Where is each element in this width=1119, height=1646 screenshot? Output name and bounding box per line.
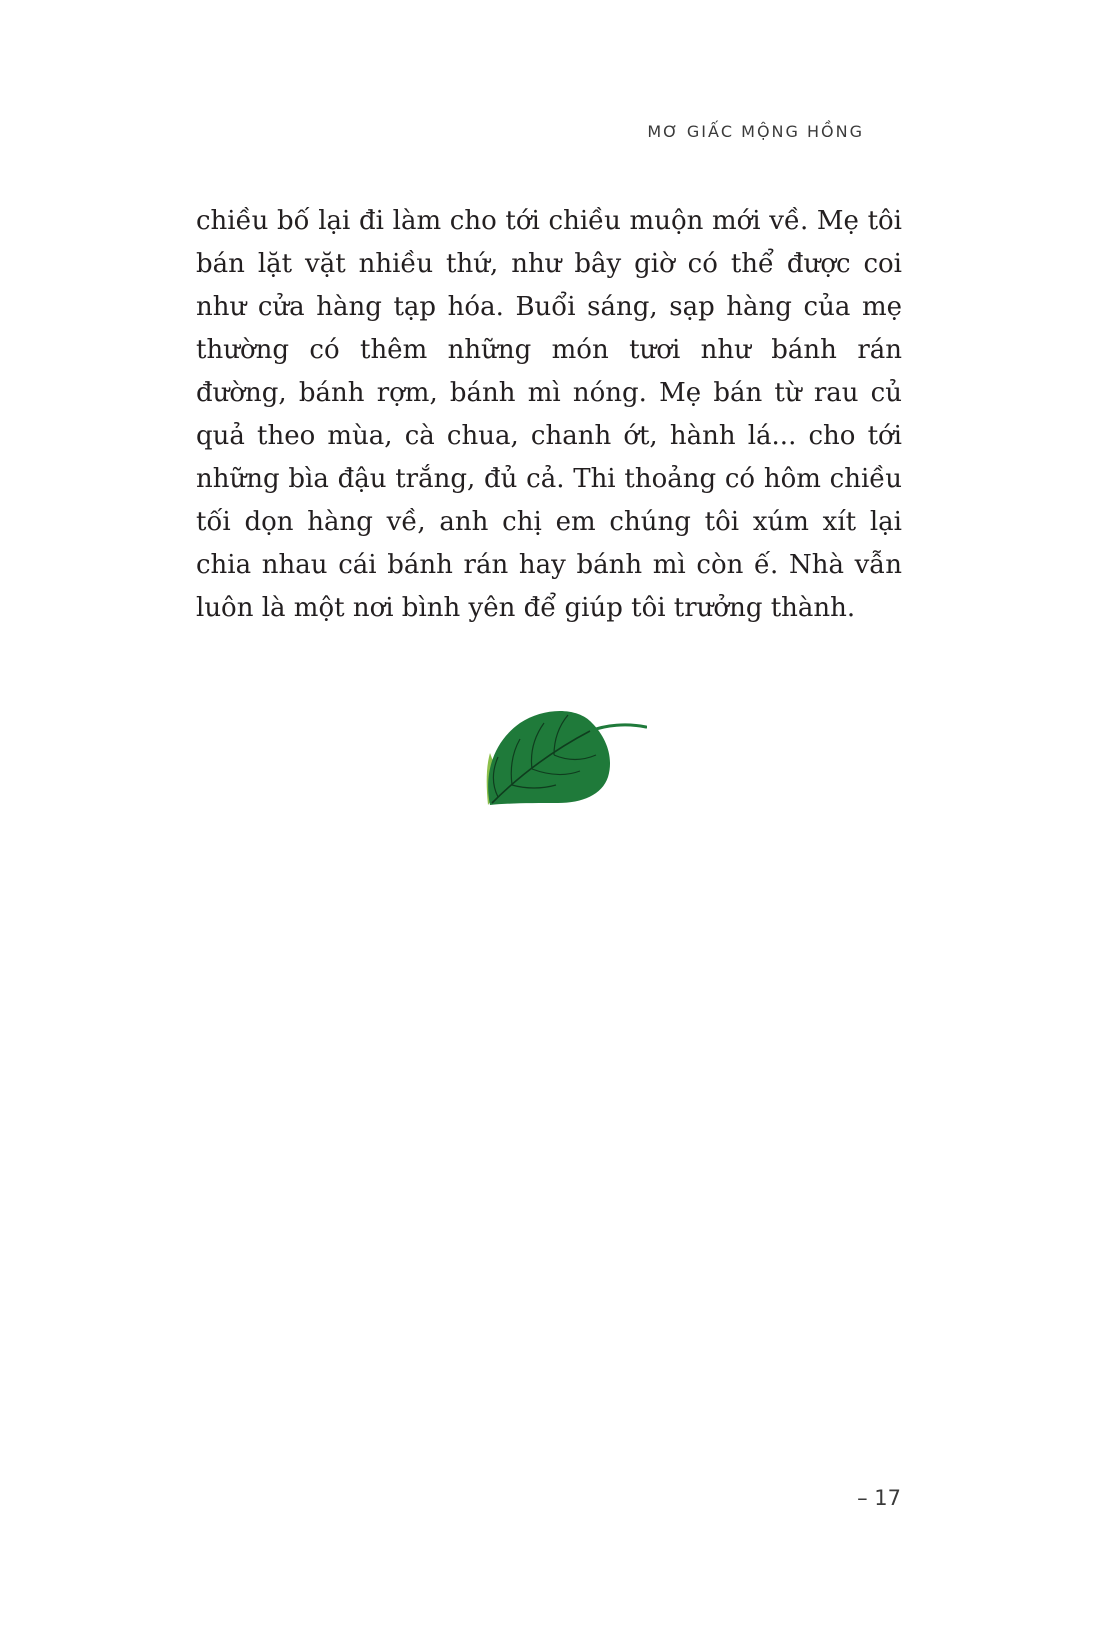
body-paragraph: chiều bố lại đi làm cho tới chiều muộn mới về. Mẹ tôi bán lặt vặt nhiều thứ, như bây giờ có thể được coi như cửa hàng tạp hóa. Buổi sáng, sạp hàng của mẹ thường có thêm những món tươi như bánh rán đường, bánh rợm, bánh mì nóng. Mẹ bán từ rau củ quả theo mùa, cà chua, chanh ớt, hành lá... cho tới những bìa đậu trắng, đủ cả. Thi thoảng có hôm chiều tối dọn hàng về, anh chị em chúng tôi xúm xít lại chia nhau cái bánh rán hay bánh mì còn ế. Nhà vẫn luôn là một nơi bình yên để giúp tôi trưởng thành. bbox=[196, 206, 902, 623]
leaf-stem bbox=[590, 725, 646, 731]
leaf-body bbox=[488, 711, 610, 805]
running-header-title: MƠ GIẤC MỘNG HỒNG bbox=[647, 122, 864, 141]
page-number: – 17 bbox=[857, 1486, 901, 1510]
leaf-icon bbox=[482, 705, 647, 820]
